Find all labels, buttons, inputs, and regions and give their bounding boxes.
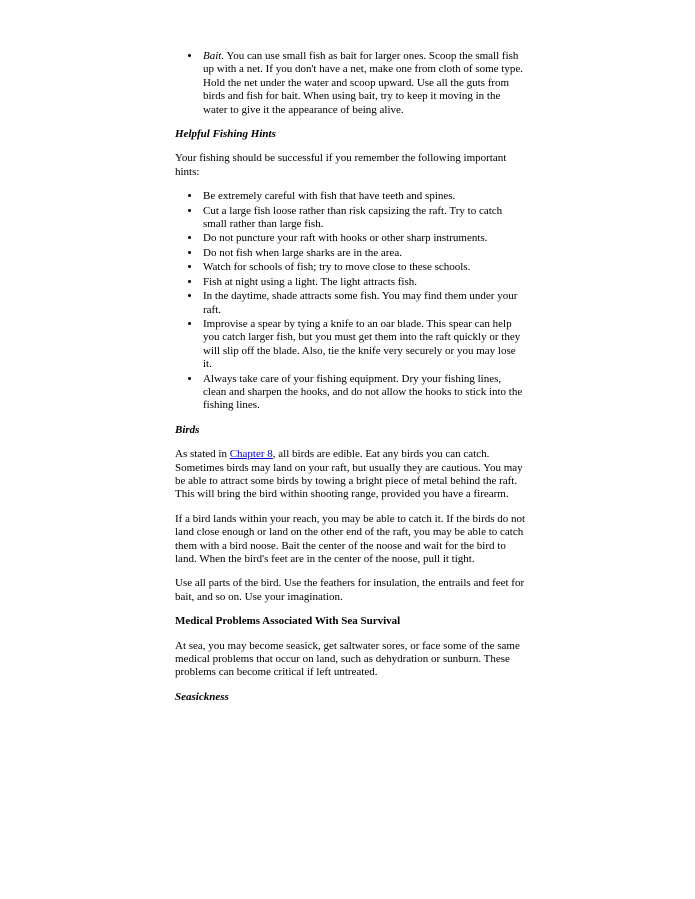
chapter-8-link[interactable]: Chapter 8	[229, 448, 273, 461]
list-item: • Always take care of your fishing equipment. Dry your fishing lines, clean and sharpen the hooks, and do not allow the hooks to stick into the fishing lines.	[201, 373, 527, 413]
birds-p1-after: , all birds are edible. Eat any birds you can catch. Sometimes birds may land on your raft, but usually they are cautious. You may be able to attract some birds by towing a bright piece of metal behind the raft. This will bring the bird within shooting range, provided you have a firearm.	[175, 448, 523, 501]
list-item: • Be extremely careful with fish that have teeth and spines.	[201, 190, 527, 203]
list-item: • Watch for schools of fish; try to move close to these schools.	[201, 261, 527, 274]
heading-medical-problems: Medical Problems Associated With Sea Survival	[175, 615, 401, 628]
medical-paragraph-1: At sea, you may become seasick, get saltwater sores, or face some of the same medical problems that occur on land, such as dehydration or sunburn. These problems can become critical if left untreated.	[175, 639, 520, 679]
list-item: • Cut a large fish loose rather than risk capsizing the raft. Try to catch small rather than large fish.	[201, 205, 527, 232]
heading-birds: Birds	[175, 423, 200, 436]
birds-p1-before: As stated in	[175, 448, 230, 461]
heading-helpful-fishing-hints: Helpful Fishing Hints	[175, 128, 276, 141]
birds-paragraph-1	[175, 448, 527, 502]
list-item: • Improvise a spear by tying a knife to an oar blade. This spear can help you catch larger fish, but you must get them into the raft quickly or they will slip off the blade. Also, tie the knife very securely or you may lose it.	[201, 318, 527, 372]
list-item: • Do not puncture your raft with hooks or other sharp instruments.	[201, 232, 527, 245]
bait-term: Bait.	[203, 50, 225, 62]
bait-text: You can use small fish as bait for larger ones. Scoop the small fish up with a net. If you don't have a net, make one from cloth of some type. Hold the net under the water and scoop upward. Use all the guts from birds and fish for bait. When using bait, try to keep it moving in the water to give it the appearance of being alive.	[203, 50, 523, 116]
birds-paragraph-3: Use all parts of the bird. Use the feathers for insulation, the entrails and feet for bait, and so on. Use your imagination.	[175, 577, 525, 603]
bait-list	[175, 50, 527, 117]
list-item: • In the daytime, shade attracts some fish. You may find them under your raft.	[201, 290, 527, 317]
heading-seasickness: Seasickness	[175, 690, 229, 703]
fishing-hints-list	[175, 190, 527, 413]
list-item	[201, 50, 527, 117]
fishing-intro-paragraph: Your fishing should be successful if you remember the following important hints:	[175, 152, 507, 178]
birds-paragraph-2: If a bird lands within your reach, you may be able to catch it. If the birds do not land close enough or land on the other end of the raft, you may be able to catch them with a bird noose. Bait the center of the noose and wait for the bird to land. When the bird's feet are in the center of the noose, pull it tight.	[175, 512, 526, 565]
list-item: • Fish at night using a light. The light attracts fish.	[201, 276, 527, 289]
list-item: • Do not fish when large sharks are in the area.	[201, 247, 527, 260]
